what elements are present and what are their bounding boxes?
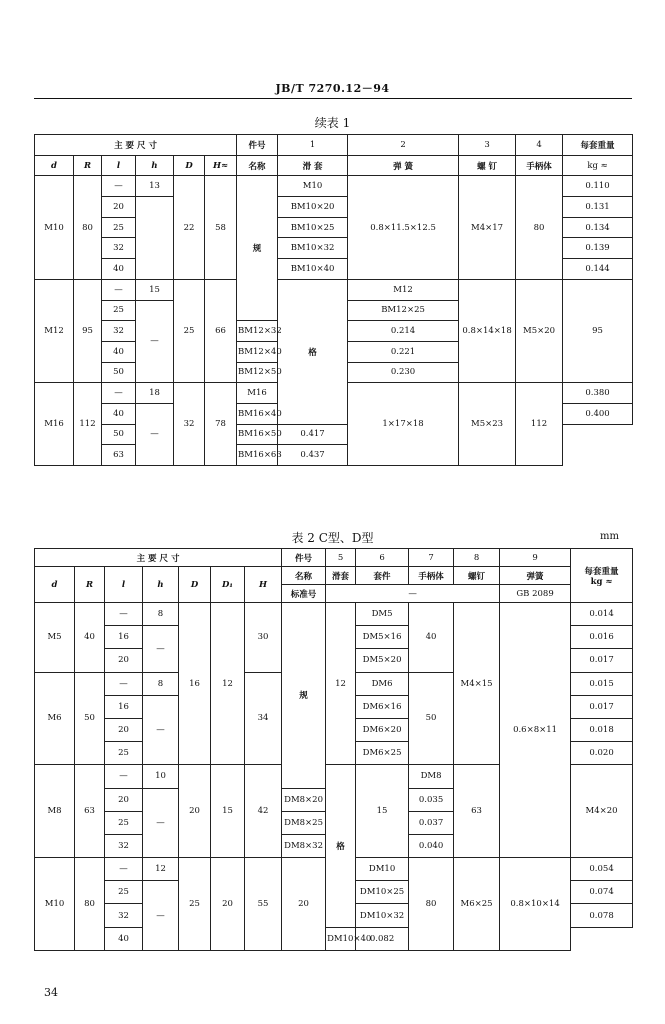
t2-head-weight [571, 549, 633, 603]
spec-label-1: 规 [237, 176, 278, 321]
cell-kit: DM5×16 [356, 626, 409, 649]
t1-head-name4: 手柄体 [516, 155, 563, 176]
t2-head-name8: 螺钉 [454, 567, 500, 585]
cell-D: 25 [179, 858, 211, 951]
cell-sleeve: M10 [278, 176, 348, 197]
cell-kg: 0.082 [356, 927, 409, 950]
cell-l: 25 [102, 217, 136, 238]
cell-kg: 0.074 [571, 881, 633, 904]
cell-kg: 0.014 [571, 603, 633, 626]
cell-sleeve: BM16×63 [237, 445, 278, 466]
cell-h: — [143, 695, 179, 765]
cell-l: — [102, 176, 136, 197]
cell-h: 15 [136, 279, 174, 300]
t1-head-name: 名称 [237, 155, 278, 176]
cell-R: 80 [75, 858, 105, 951]
cell-kit: DM8 [409, 765, 454, 788]
cell-l: — [102, 279, 136, 300]
cell-kit: DM6×16 [356, 695, 409, 718]
cell-kg: 0.035 [409, 788, 454, 811]
cell-kg: 0.139 [563, 238, 633, 259]
t2-head-name7: 手柄体 [409, 567, 454, 585]
cell-h [136, 197, 174, 280]
table2-caption: 表 2 C型、D型 [291, 531, 374, 545]
cell-spring: 0.6×8×11 [500, 603, 571, 858]
cell-sleeve: 20 [282, 858, 326, 951]
cell-R: 112 [74, 383, 102, 466]
cell-l: — [102, 383, 136, 404]
t1-head-part-no: 件号 [237, 135, 278, 156]
table-row [35, 603, 633, 626]
t2-head-col5: 5 [326, 549, 356, 567]
t2-head-col8: 8 [454, 549, 500, 567]
t1-head-name1: 滑 套 [278, 155, 348, 176]
t2-head-std-no: 标准号 [282, 585, 326, 603]
cell-kg: 0.037 [409, 811, 454, 834]
cell-kg: 0.144 [563, 259, 633, 280]
cell-l: 25 [105, 881, 143, 904]
cell-h: 12 [143, 858, 179, 881]
cell-d: M10 [35, 176, 74, 279]
cell-D: 25 [174, 279, 205, 382]
cell-sleeve: M16 [237, 383, 278, 404]
t1-head-col1: 1 [278, 135, 348, 156]
cell-kg: 0.018 [571, 718, 633, 741]
cell-kit: DM8×25 [282, 811, 326, 834]
cell-sleeve: BM10×40 [278, 259, 348, 280]
cell-l: — [105, 858, 143, 881]
cell-spring: 1×17×18 [348, 383, 459, 466]
t2-head-main-dims: 主 要 尺 寸 [35, 549, 282, 567]
cell-D1: 20 [211, 858, 245, 951]
t1-head-H: H≈ [205, 155, 237, 176]
cell-h: 8 [143, 603, 179, 626]
cell-screw: M4×20 [571, 765, 633, 858]
cell-kit: DM6×25 [356, 742, 409, 765]
table2-unit: mm [600, 531, 619, 542]
cell-kit: DM8×32 [282, 834, 326, 857]
cell-kg: 0.417 [278, 424, 348, 445]
cell-D1: 12 [211, 603, 245, 765]
cell-kg: 0.214 [348, 321, 459, 342]
cell-kg: 0.016 [571, 626, 633, 649]
cell-kg: 0.131 [563, 197, 633, 218]
table-row [35, 176, 633, 197]
cell-kg: 0.078 [571, 904, 633, 927]
cell-l: 50 [102, 362, 136, 383]
cell-d: M12 [35, 279, 74, 382]
cell-l: 40 [102, 403, 136, 424]
cell-l: 16 [105, 695, 143, 718]
cell-D1: 15 [211, 765, 245, 858]
cell-kg: 0.437 [278, 445, 348, 466]
cell-screw: M4×17 [459, 176, 516, 279]
t2-head-D1: D₁ [211, 567, 245, 603]
t2-head-R: R [75, 567, 105, 603]
cell-d: M6 [35, 672, 75, 765]
cell-sleeve: BM16×40 [237, 403, 278, 424]
cell-l: 40 [102, 259, 136, 280]
cell-kit: DM6×20 [356, 718, 409, 741]
cell-l: 40 [102, 341, 136, 362]
cell-handle: 95 [563, 279, 633, 382]
t2-head-D: D [179, 567, 211, 603]
cell-kg: 0.020 [571, 742, 633, 765]
cell-sleeve: BM12×50 [237, 362, 278, 383]
cell-H: 42 [245, 765, 282, 858]
cell-kg: 0.400 [563, 403, 633, 424]
spec-label-2: 格 [326, 765, 356, 927]
cell-kit: DM10×32 [356, 904, 409, 927]
table-row [35, 279, 633, 300]
cell-handle: 50 [409, 672, 454, 765]
cell-l: 40 [105, 927, 143, 950]
cell-sleeve: BM16×50 [237, 424, 278, 445]
cell-l: 32 [102, 238, 136, 259]
cell-sleeve: M12 [348, 279, 459, 300]
t2-head-l: l [105, 567, 143, 603]
cell-l: 20 [105, 718, 143, 741]
t2-head-part-no: 件号 [282, 549, 326, 567]
t2-head-col9: 9 [500, 549, 571, 567]
cell-R: 40 [75, 603, 105, 673]
t2-head-name5: 滑套 [326, 567, 356, 585]
t2-head-std-dash: — [326, 585, 500, 603]
t1-head-l: l [102, 155, 136, 176]
t2-head-name: 名称 [282, 567, 326, 585]
t2-head-std-val: GB 2089 [500, 585, 571, 603]
cell-l: 32 [105, 834, 143, 857]
cell-kit: DM10×25 [356, 881, 409, 904]
cell-d: M16 [35, 383, 74, 466]
cell-R: 80 [74, 176, 102, 279]
cell-sleeve: BM10×25 [278, 217, 348, 238]
cell-l: — [105, 672, 143, 695]
cell-kit: DM5×20 [356, 649, 409, 672]
cell-h: — [143, 626, 179, 672]
cell-l: 20 [102, 197, 136, 218]
cell-h: 18 [136, 383, 174, 404]
cell-D: 20 [179, 765, 211, 858]
cell-kg: 0.017 [571, 695, 633, 718]
cell-l: 20 [105, 649, 143, 672]
cell-R: 95 [74, 279, 102, 382]
cell-h: — [143, 788, 179, 858]
cell-spring: 0.8×14×18 [459, 279, 516, 382]
cell-l: 20 [105, 788, 143, 811]
cell-screw: M4×15 [454, 603, 500, 765]
t2-head-d: d [35, 567, 75, 603]
cell-sleeve: BM10×20 [278, 197, 348, 218]
cell-handle: 80 [409, 858, 454, 951]
cell-l: 16 [105, 626, 143, 649]
page-number: 34 [44, 986, 58, 999]
table1 [34, 134, 633, 466]
cell-H: 58 [205, 176, 237, 279]
cell-handle: 112 [516, 383, 563, 466]
t2-head-name6: 套件 [356, 567, 409, 585]
cell-R: 50 [75, 672, 105, 765]
cell-kg: 0.015 [571, 672, 633, 695]
t1-head-col3: 3 [459, 135, 516, 156]
t1-head-name3: 螺 钉 [459, 155, 516, 176]
cell-d: M10 [35, 858, 75, 951]
cell-spring: 0.8×10×14 [500, 858, 571, 951]
cell-sleeve: BM10×32 [278, 238, 348, 259]
cell-l: 25 [105, 811, 143, 834]
cell-sleeve: BM12×32 [237, 321, 278, 342]
t1-head-main-dims: 主 要 尺 寸 [35, 135, 237, 156]
t2-head-name9: 弹簧 [500, 567, 571, 585]
cell-kg: 0.134 [563, 217, 633, 238]
cell-handle: 63 [454, 765, 500, 858]
cell-screw: M6×25 [454, 858, 500, 951]
t2-head-H: H [245, 567, 282, 603]
t2-head-col7: 7 [409, 549, 454, 567]
cell-D: 22 [174, 176, 205, 279]
cell-sleeve: BM12×40 [237, 341, 278, 362]
cell-d: M8 [35, 765, 75, 858]
cell-h: 8 [143, 672, 179, 695]
cell-h: — [143, 881, 179, 951]
cell-kg: 0.054 [571, 858, 633, 881]
cell-sleeve: 12 [326, 603, 356, 765]
cell-kg: 0.221 [348, 341, 459, 362]
cell-sleeve: 15 [356, 765, 409, 858]
cell-kg: 0.380 [563, 383, 633, 404]
cell-H: 66 [205, 279, 237, 382]
cell-h: 10 [143, 765, 179, 788]
t1-head-col2: 2 [348, 135, 459, 156]
cell-l: 25 [105, 742, 143, 765]
cell-D: 16 [179, 603, 211, 765]
cell-kit: DM8×20 [282, 788, 326, 811]
cell-H: 34 [245, 672, 282, 765]
t1-head-R: R [74, 155, 102, 176]
cell-D: 32 [174, 383, 205, 466]
t1-head-name2: 弹 簧 [348, 155, 459, 176]
table2 [34, 548, 633, 951]
cell-d: M5 [35, 603, 75, 673]
cell-kg: 0.040 [409, 834, 454, 857]
cell-kit: DM10×40 [326, 927, 356, 950]
cell-l: 25 [102, 300, 136, 321]
t2-head-weight-label: 每套重量 [584, 566, 619, 577]
cell-handle: 40 [409, 603, 454, 673]
cell-spring: 0.8×11.5×12.5 [348, 176, 459, 279]
cell-l: 32 [102, 321, 136, 342]
spec-label-2: 格 [278, 279, 348, 424]
cell-H: 30 [245, 603, 282, 673]
cell-kit: DM6 [356, 672, 409, 695]
cell-h: — [136, 300, 174, 383]
cell-sleeve: BM12×25 [348, 300, 459, 321]
t2-head-col6: 6 [356, 549, 409, 567]
cell-kit: DM10 [356, 858, 409, 881]
t1-head-col4: 4 [516, 135, 563, 156]
table1-caption: 续表 1 [314, 116, 351, 130]
cell-handle: 80 [516, 176, 563, 279]
header-rule [34, 98, 632, 99]
cell-l: — [105, 765, 143, 788]
cell-l: 63 [102, 445, 136, 466]
t2-head-h: h [143, 567, 179, 603]
cell-kit: DM5 [356, 603, 409, 626]
t1-head-D: D [174, 155, 205, 176]
cell-screw: M5×23 [459, 383, 516, 466]
t1-head-kg: kg ≈ [563, 155, 633, 176]
cell-R: 63 [75, 765, 105, 858]
t1-head-h: h [136, 155, 174, 176]
spec-label-1: 规 [282, 603, 326, 789]
cell-H: 78 [205, 383, 237, 466]
t1-head-weight: 每套重量 [563, 135, 633, 156]
cell-screw: M5×20 [516, 279, 563, 382]
cell-l: 50 [102, 424, 136, 445]
cell-kg: 0.017 [571, 649, 633, 672]
cell-l: — [105, 603, 143, 626]
t2-head-kg: kg ≈ [590, 576, 613, 587]
cell-kg: 0.110 [563, 176, 633, 197]
t1-head-d: d [35, 155, 74, 176]
cell-l: 32 [105, 904, 143, 927]
cell-h: — [136, 403, 174, 465]
cell-H: 55 [245, 858, 282, 951]
cell-kg: 0.230 [348, 362, 459, 383]
document-header: JB/T 7270.12－94 [275, 82, 390, 95]
cell-h: 13 [136, 176, 174, 197]
